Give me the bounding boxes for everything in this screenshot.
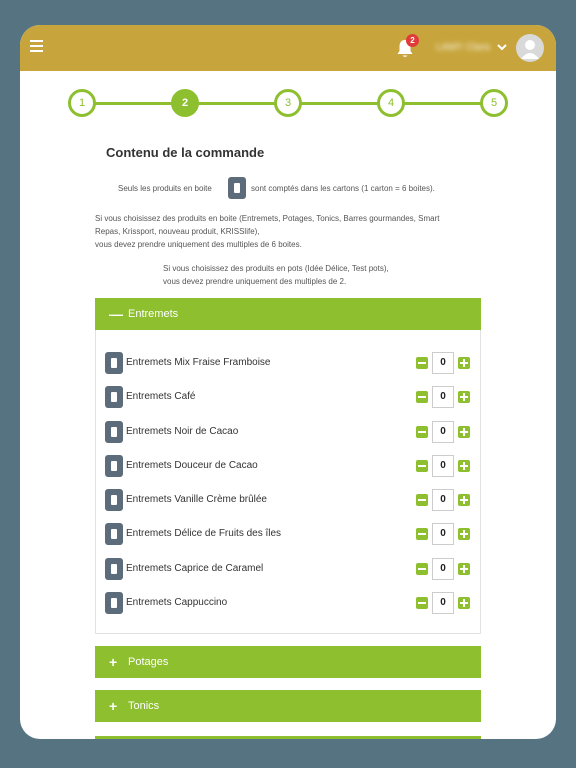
page-title: Contenu de la commande xyxy=(106,145,265,160)
accordion-next-edge xyxy=(95,736,481,739)
increase-button[interactable] xyxy=(458,494,470,506)
quantity-input[interactable]: 0 xyxy=(432,592,454,614)
decrease-button[interactable] xyxy=(416,426,428,438)
decrease-button[interactable] xyxy=(416,563,428,575)
hamburger-icon[interactable] xyxy=(30,40,43,54)
info-text-3: Repas, Krissport, nouveau produit, KRISSlife), xyxy=(95,227,260,236)
decrease-button[interactable] xyxy=(416,528,428,540)
quantity-input[interactable]: 0 xyxy=(432,386,454,408)
chevron-down-icon[interactable] xyxy=(497,43,507,51)
decrease-button[interactable] xyxy=(416,357,428,369)
box-icon xyxy=(105,592,123,614)
minus-icon: — xyxy=(109,306,123,322)
accordion-label: Entremets xyxy=(128,308,179,320)
info-text-2: Si vous choisissez des produits en boite (Entremets, Potages, Tonics, Barres gourmandes, Smart xyxy=(95,214,440,223)
increase-button[interactable] xyxy=(458,460,470,472)
info-text-4: vous devez prendre uniquement des multiples de 6 boites. xyxy=(95,240,302,249)
product-row xyxy=(96,558,480,582)
info-text-1b: sont comptés dans les cartons (1 carton = 6 boites). xyxy=(251,184,435,193)
accordion-potages[interactable] xyxy=(95,646,481,678)
entremets-product-list xyxy=(95,330,481,634)
accordion-label: Tonics xyxy=(128,700,160,712)
info-text-5: Si vous choisissez des produits en pots (Idée Délice, Test pots), xyxy=(163,264,389,273)
quantity-input[interactable]: 0 xyxy=(432,523,454,545)
increase-button[interactable] xyxy=(458,528,470,540)
step-progress xyxy=(20,89,556,119)
product-name: Entremets Délice de Fruits des îles xyxy=(126,528,282,539)
decrease-button[interactable] xyxy=(416,494,428,506)
box-icon xyxy=(105,455,123,477)
quantity-input[interactable]: 0 xyxy=(432,489,454,511)
plus-icon: + xyxy=(109,698,118,714)
accordion-entremets[interactable] xyxy=(95,298,481,330)
quantity-input[interactable]: 0 xyxy=(432,352,454,374)
product-name: Entremets Vanille Crème brûlée xyxy=(126,494,267,505)
product-name: Entremets Douceur de Cacao xyxy=(126,460,258,471)
box-icon xyxy=(105,558,123,580)
user-name[interactable]: LAMY Clara xyxy=(436,42,490,53)
increase-button[interactable] xyxy=(458,357,470,369)
decrease-button[interactable] xyxy=(416,391,428,403)
app-window xyxy=(20,25,556,739)
increase-button[interactable] xyxy=(458,426,470,438)
quantity-input[interactable]: 0 xyxy=(432,421,454,443)
product-name: Entremets Cappuccino xyxy=(126,597,228,608)
step-1[interactable]: 1 xyxy=(68,89,96,117)
box-icon xyxy=(105,523,123,545)
product-name: Entremets Café xyxy=(126,391,196,402)
box-icon xyxy=(105,489,123,511)
info-text-6: vous devez prendre uniquement des multiples de 2. xyxy=(163,277,347,286)
plus-icon: + xyxy=(109,654,118,670)
box-icon xyxy=(105,386,123,408)
product-row xyxy=(96,386,480,410)
increase-button[interactable] xyxy=(458,563,470,575)
info-text-1a: Seuls les produits en boite xyxy=(118,184,212,193)
user-avatar-icon[interactable] xyxy=(516,34,544,62)
notification-badge: 2 xyxy=(406,34,419,47)
step-3[interactable]: 3 xyxy=(274,89,302,117)
product-row xyxy=(96,455,480,479)
box-icon xyxy=(105,421,123,443)
product-name: Entremets Caprice de Caramel xyxy=(126,563,264,574)
quantity-input[interactable]: 0 xyxy=(432,455,454,477)
decrease-button[interactable] xyxy=(416,597,428,609)
accordion-tonics[interactable] xyxy=(95,690,481,722)
step-4[interactable]: 4 xyxy=(377,89,405,117)
increase-button[interactable] xyxy=(458,391,470,403)
product-name: Entremets Noir de Cacao xyxy=(126,426,239,437)
box-icon xyxy=(228,177,246,199)
product-row xyxy=(96,489,480,513)
product-row xyxy=(96,421,480,445)
box-icon xyxy=(105,352,123,374)
product-row xyxy=(96,523,480,547)
top-bar xyxy=(20,25,556,71)
product-name: Entremets Mix Fraise Framboise xyxy=(126,357,271,368)
step-5[interactable]: 5 xyxy=(480,89,508,117)
increase-button[interactable] xyxy=(458,597,470,609)
product-row xyxy=(96,592,480,616)
decrease-button[interactable] xyxy=(416,460,428,472)
step-2[interactable]: 2 xyxy=(171,89,199,117)
product-row xyxy=(96,352,480,376)
accordion-label: Potages xyxy=(128,656,169,668)
quantity-input[interactable]: 0 xyxy=(432,558,454,580)
